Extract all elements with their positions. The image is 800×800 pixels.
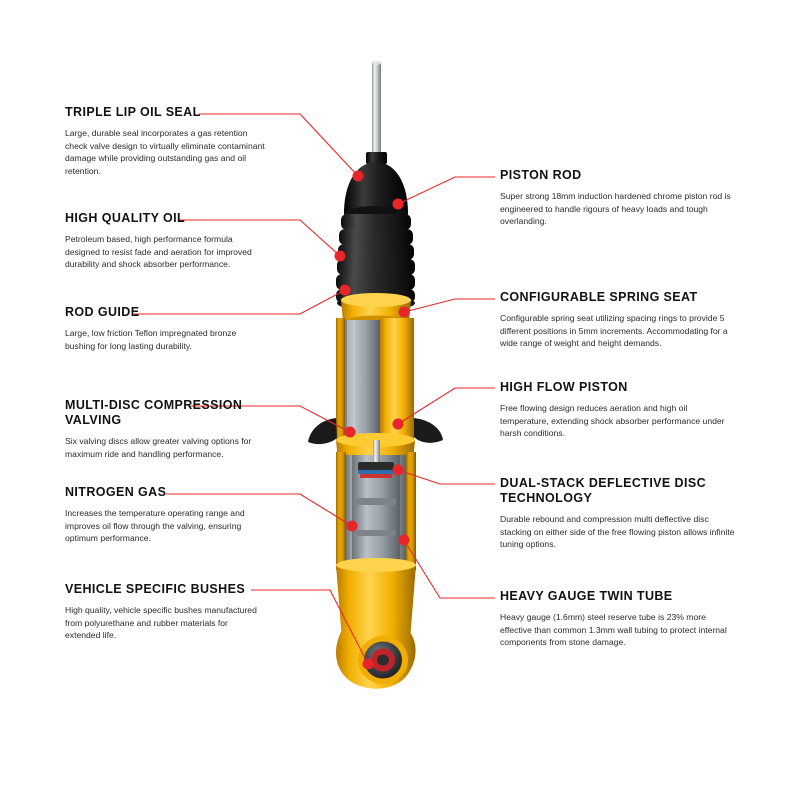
callout-triple-lip-oil-seal xyxy=(65,105,265,177)
callout-piston-rod xyxy=(500,168,738,228)
callout-title: VEHICLE SPECIFIC BUSHES xyxy=(65,582,246,596)
callout-nitrogen-gas xyxy=(65,485,263,545)
callout-body: Large, durable seal incorporates a gas retention check valve design to virtually eliminate contaminant damage while providing outstanding gas and oil retention. xyxy=(65,128,265,176)
callout-title: MULTI-DISC COMPRESSION VALVING xyxy=(65,398,243,427)
callout-rod-guide xyxy=(65,305,265,352)
callout-body: Increases the temperature operating range and improves oil flow through the valving, ensuring optimum performance. xyxy=(65,508,245,544)
callout-body: Six valving discs allow greater valving options for maximum ride and handling performance. xyxy=(65,436,252,459)
callout-title: HIGH QUALITY OIL xyxy=(65,211,186,225)
callout-body: Petroleum based, high performance formula designed to resist fade and aeration for improved durability and shock absorber performance. xyxy=(65,234,252,270)
callout-title: HEAVY GAUGE TWIN TUBE xyxy=(500,589,673,603)
callout-title: TRIPLE LIP OIL SEAL xyxy=(65,105,201,119)
callout-body: Super strong 18mm induction hardened chrome piston rod is engineered to handle rigours of heavy loads and tough overlanding. xyxy=(500,191,731,227)
callout-body: Configurable spring seat utilizing spacing rings to provide 5 different positions in 5mm increments. Accommodating for a wide range of weight and height demands. xyxy=(500,313,728,349)
callout-title: DUAL-STACK DEFLECTIVE DISC TECHNOLOGY xyxy=(500,476,706,505)
callout-body: Heavy gauge (1.6mm) steel reserve tube is 23% more effective than common 1.3mm wall tubing to protect internal components from stone damage. xyxy=(500,612,727,648)
callout-heavy-gauge-twin-tube xyxy=(500,589,738,649)
callout-title: HIGH FLOW PISTON xyxy=(500,380,628,394)
callout-body: Durable rebound and compression multi deflective disc stacking on either side of the free flowing piston allows infinite tuning options. xyxy=(500,514,735,550)
callout-title: PISTON ROD xyxy=(500,168,582,182)
callout-vehicle-specific-bushes xyxy=(65,582,265,642)
callout-body: Free flowing design reduces aeration and high oil temperature, extending shock absorber performance under harsh conditions. xyxy=(500,403,725,439)
callout-high-quality-oil xyxy=(65,211,263,271)
callout-multi-disc-compression-valving xyxy=(65,398,265,460)
callout-dual-stack-deflective-disc-technology xyxy=(500,476,735,551)
callout-high-flow-piston xyxy=(500,380,735,440)
callout-title: NITROGEN GAS xyxy=(65,485,167,499)
callout-body: High quality, vehicle specific bushes manufactured from polyurethane and rubber materials for extended life. xyxy=(65,605,257,641)
callout-body: Large, low friction Teflon impregnated bronze bushing for long lasting durability. xyxy=(65,328,237,351)
callout-configurable-spring-seat xyxy=(500,290,738,350)
callout-title: CONFIGURABLE SPRING SEAT xyxy=(500,290,698,304)
callout-title: ROD GUIDE xyxy=(65,305,140,319)
